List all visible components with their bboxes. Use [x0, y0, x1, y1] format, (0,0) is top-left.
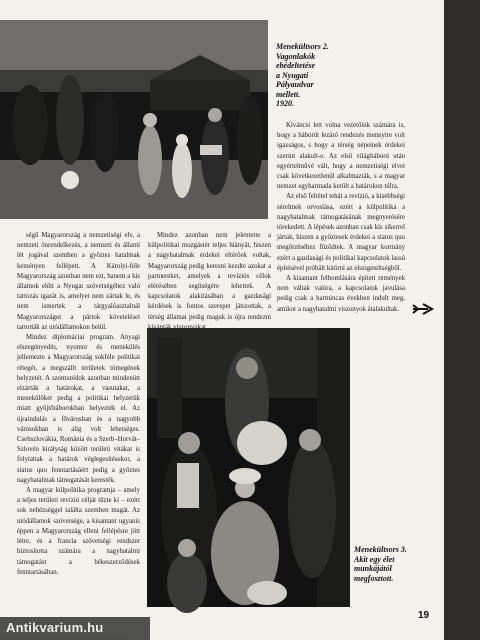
paragraph: Mindez azonban nem jelentette a külpolitikai mozgástér teljes hiányát, hiszen a nagyhatalmak érdekei eltérőek voltak, Magyarország pedig keresni kezdte azokat a partnereket, amelyek a revíziós célok elérésében segítségére lehettek. A kapcsolatok alakításában a gazdasági kérdések is fontos szerepet játszottak, a térség államai pedig maguk is újra rendezni: [148, 232, 271, 321]
caption-line: munkájától: [354, 564, 392, 573]
photo-illustration: [0, 20, 268, 219]
paragraph: A kisantant felbomlására épített remények nem váltak valóra, a kapcsolatok javulása pedig csak a harmincas években indult meg, amikor a nagyhatalmi viszonyok átalakultak.: [277, 275, 405, 313]
caption-line: Menekültsors 3.: [354, 545, 407, 554]
photo-illustration: [147, 328, 350, 607]
caption-line: a Nyugati Pályaudvar: [276, 70, 314, 89]
page-edge-shadow: [444, 0, 480, 640]
paragraph: Az első feltétel tehát a revízió, a kisebbségi sérelmek orvoslása, ezért a külpolitika a nagyhatalmak támogatásának megnyerésére törekedett. A lépések azonban csak kis sikerrel jártak, hiszen a győztesek érdekei a status quo megőrzéséhez fűződtek. A magyar kormány ezért a gazdasági és politikai kapcsolatok lassú építésével próbált kitörni az elszigeteltségből.: [277, 193, 405, 272]
caption-line: mellett.: [276, 89, 301, 99]
right-text-column: [277, 121, 405, 313]
caption-line: Akit egy élet: [354, 554, 395, 564]
refugee-wagon-photo: [0, 20, 268, 219]
caption-line: megfosztott.: [354, 573, 394, 583]
photo-caption-2: [354, 545, 418, 583]
paragraph: A magyar külpolitika programja – amely a teljes területi revízió célját tűzte ki – ezért sok nehézséggel találta szemben magát. Az utódállamok szövetsége, a kisantant ugyanis éppen a Magyarország elleni fellépésre jött létre, és a francia szövetségi rendszer biztosította számára a nagyhatalmi támogatást a békeszerződések fenntartásában.: [17, 487, 140, 576]
paragraph: Mindez diplomáciai program. Anyagi elszegényedés, nyomor és menekülés jellemezte a Magyarország sokféle politikai rétegét, a megszállt területek tömegének helyzetét. A szomszédok azonban mindenütt elzárták a határokat, a vasutakat, a menekülőket pedig a politikai helyzetük miatt gyűjtőtáborokban helyezték el. Az újraindulás a fővárosban és a nagyobb városokban is alig volt lehetséges. Csehszlovákia, Románia és a Szerb–Horvát–Szlovén királyság között területi vitákat is folytattak a határok véglegesítésekor, a status quo fenntartásáért pedig a győztes nagyhatalmak támogatását keresték.: [17, 334, 140, 484]
caption-line: 1920.: [276, 99, 294, 108]
watermark-text: Antikvarium.hu: [6, 620, 104, 635]
watermark-banner: [0, 617, 150, 640]
caption-line: Vagonlakók ebédeltetése: [276, 51, 316, 70]
refugee-family-photo: [147, 328, 350, 607]
middle-text-column: [148, 231, 271, 323]
page-number: 19: [418, 610, 430, 621]
photo-caption-1: [276, 42, 346, 109]
caption-line: Menekültsors 2.: [276, 42, 329, 51]
continue-arrow-icon: [412, 303, 434, 315]
paragraph: ségű Magyarország a nemzetiségi elv, a nemzeti önrendelkezés, a nemzeti és állami lét jogával szemben a győztes hatalmak keményen fellépett. A Károlyi-féle Magyarország azonban nem ezt, hanem a kis államok előtt a Nyugat szövetségéhez való tartozás igazát is, amelyet nem zártak le, és nem ismertek a tárgyalóasztalnál Magyarországot a pártok követelései tartották az utódállamokon belül.: [17, 232, 140, 331]
paragraph: Kíváncsi lett volna vezetőink számára is, hogy a háborút lezáró rendezés mennyire volt igazságos, s hogy a térség népeinek érdekei szerint alakult-e. Az első világháború után egyértelművé vált, hogy a nemzetiségi elvet csak következetlenül alkalmazták, s a magyar nemzet egyharmada került a határokon túlra.: [277, 122, 405, 191]
left-text-column: [17, 231, 140, 591]
